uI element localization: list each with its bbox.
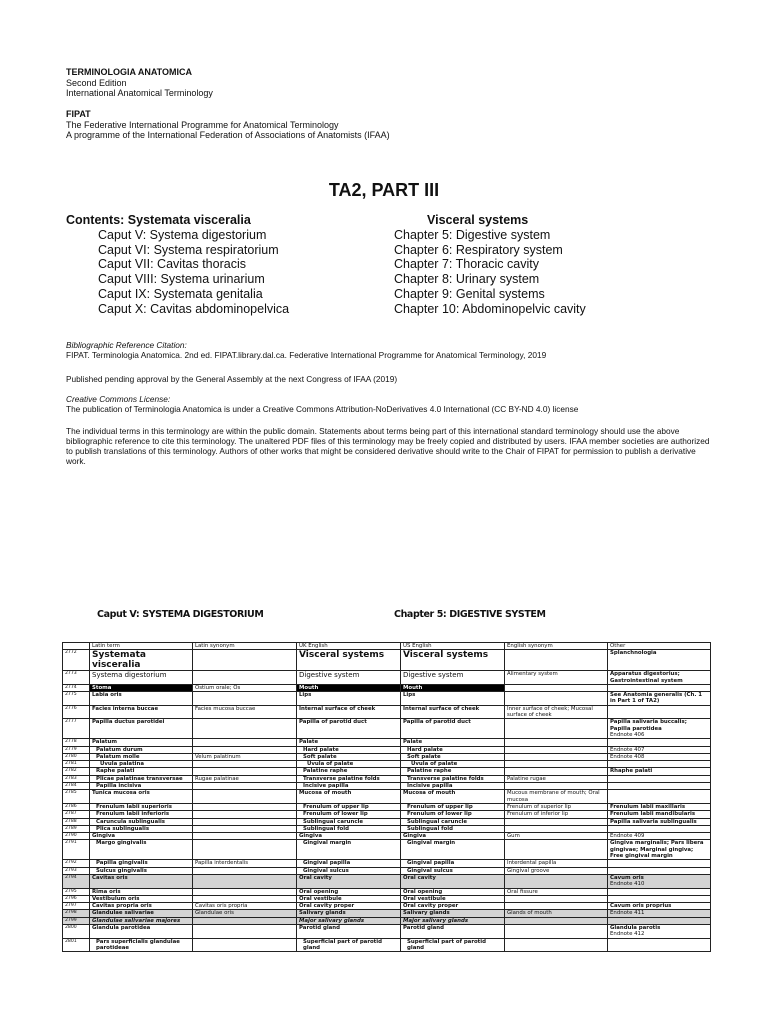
term-cell: Palatine rugae <box>505 775 608 782</box>
term-cell <box>608 719 711 739</box>
table-row <box>63 671 711 685</box>
table-row <box>63 739 711 746</box>
column-header: Other <box>608 643 711 650</box>
term-cell: Vestibulum oris <box>90 895 193 902</box>
endnote-link[interactable]: Endnote 412 <box>610 931 645 938</box>
term-cell: Glands of mouth <box>505 910 608 917</box>
term-cell: Lips <box>297 692 401 706</box>
term-cell <box>193 783 297 790</box>
term-id-cell: 2785 <box>63 790 90 804</box>
contents-latin-item: Caput VIII: Systema urinarium <box>98 272 265 287</box>
term-cell: Frenulum of inferior lip <box>505 811 608 818</box>
term-cell: Systema digestorium <box>90 671 193 685</box>
fipat-block <box>66 109 390 141</box>
term-id-cell: 2783 <box>63 775 90 782</box>
term-cell: Papilla of parotid duct <box>297 719 401 739</box>
term-cell: Palatum <box>90 739 193 746</box>
term-cell: Oral vestibule <box>297 895 401 902</box>
term-cell <box>505 895 608 902</box>
term-cell: Rhaphe palati <box>608 768 711 775</box>
term-cell <box>608 825 711 832</box>
term-cell: Salivary glands <box>297 910 401 917</box>
term-id-cell: 2774 <box>63 684 90 691</box>
contents-english-item: Chapter 7: Thoracic cavity <box>394 257 539 272</box>
term-cell: Oral vestibule <box>401 895 505 902</box>
term-cell: Facies interna buccae <box>90 705 193 719</box>
term-cell <box>505 783 608 790</box>
term-cell: Margo gingivalis <box>90 840 193 860</box>
term-cell <box>505 938 608 952</box>
term-cell: Visceral systems <box>297 650 401 671</box>
citation-label: Bibliographic Reference Citation: <box>66 340 187 350</box>
term-cell <box>608 790 711 804</box>
term-cell: Facies mucosa buccae <box>193 705 297 719</box>
term-id-cell: 2772 <box>63 650 90 671</box>
term-cell: Palatine raphe <box>401 768 505 775</box>
term-id-cell: 2791 <box>63 840 90 860</box>
term-cell: Internal surface of cheek <box>297 705 401 719</box>
term-cell: Frenulum of upper lip <box>401 803 505 810</box>
term-cell: Papilla incisiva <box>90 783 193 790</box>
term-cell: Incisive papilla <box>297 783 401 790</box>
term-cell: Gingiva <box>90 833 193 840</box>
table-row <box>63 818 711 825</box>
term-id-cell: 2788 <box>63 818 90 825</box>
citation-block <box>66 340 716 360</box>
term-cell: Raphe palati <box>90 768 193 775</box>
term-cell: Digestive system <box>297 671 401 685</box>
public-domain-paragraph: The individual terms in this terminology are within the public domain. Statements about terms being part of this international standard terminology should use the above bibliographic reference to cite this terminology. The unaltered PDF files of this terminology may be freely copied and distributed by users. IFAA member societies are authorized to publish translations of this terminology. Authors of other works that might be considered derivative should write to the Chair of FIPAT for permission to publish a derivative work. <box>66 426 710 466</box>
license-text: The publication of Terminologia Anatomica is under a Creative Commons Attribution-NoDerivatives 4.0 International (CC BY-ND 4.0) license <box>66 404 579 414</box>
term-cell: Soft palate <box>297 753 401 760</box>
contents-english-item: Chapter 6: Respiratory system <box>394 242 563 257</box>
term-id-cell: 2800 <box>63 924 90 938</box>
term-cell <box>505 692 608 706</box>
term-cell: Papilla gingivalis <box>90 860 193 867</box>
term-cell <box>608 938 711 952</box>
term-cell <box>505 924 608 938</box>
table-row <box>63 840 711 860</box>
term-id-cell: 2775 <box>63 692 90 706</box>
term-cell: Superficial part of parotid gland <box>401 938 505 952</box>
terminology-table <box>62 642 711 952</box>
term-id-cell: 2786 <box>63 803 90 810</box>
term-cell <box>193 761 297 768</box>
term-cell: Gingival papilla <box>297 860 401 867</box>
term-cell <box>608 917 711 924</box>
term-cell: Frenulum of lower lip <box>401 811 505 818</box>
term-cell: Velum palatinum <box>193 753 297 760</box>
term-cell: Mucosa of mouth <box>401 790 505 804</box>
term-cell <box>193 811 297 818</box>
term-cell: Mouth <box>401 684 505 691</box>
term-cell: Tunica mucosa oris <box>90 790 193 804</box>
term-cell: Interdental papilla <box>505 860 608 867</box>
term-cell: Papilla interdentalis <box>193 860 297 867</box>
term-cell: Inner surface of cheek; Mucosal surface of cheek <box>505 705 608 719</box>
term-cell: Sublingual caruncle <box>401 818 505 825</box>
term-cell: Hard palate <box>297 746 401 753</box>
fipat-line-1: The Federative International Programme for Anatomical Terminology <box>66 119 339 130</box>
term-cell: Labia oris <box>90 692 193 706</box>
term-id-cell: 2787 <box>63 811 90 818</box>
term-cell <box>193 818 297 825</box>
term-id-cell: 2776 <box>63 705 90 719</box>
term-cell <box>193 833 297 840</box>
term-cell <box>193 650 297 671</box>
term-cell <box>608 783 711 790</box>
term-cell: Parotid gland <box>297 924 401 938</box>
section-title-latin: Caput V: SYSTEMA DIGESTORIUM <box>97 609 264 620</box>
term-cell <box>505 768 608 775</box>
table-row <box>63 924 711 938</box>
term-cell: Alimentary system <box>505 671 608 685</box>
term-cell <box>193 692 297 706</box>
endnote-link[interactable]: Endnote 407 <box>610 746 645 753</box>
term-cell: Frenulum labii superioris <box>90 803 193 810</box>
term-cell: Plica sublingualis <box>90 825 193 832</box>
term-cell: Parotid gland <box>401 924 505 938</box>
document-subtitle: International Anatomical Terminology <box>66 88 213 98</box>
license-label: Creative Commons License: <box>66 394 171 404</box>
endnote-link[interactable]: Endnote 406 <box>610 731 645 738</box>
term-cell <box>505 719 608 739</box>
term-cell: Soft palate <box>401 753 505 760</box>
term-cell <box>608 888 711 895</box>
contents-latin-item: Caput IX: Systemata genitalia <box>98 286 263 301</box>
table-row <box>63 910 711 917</box>
term-cell: Lips <box>401 692 505 706</box>
document-edition: Second Edition <box>66 77 127 88</box>
term-cell: Mucosa of mouth <box>297 790 401 804</box>
term-id-cell: 2789 <box>63 825 90 832</box>
published-note: Published pending approval by the General Assembly at the next Congress of IFAA (2019) <box>66 374 398 384</box>
other-term: Papilla salivaria buccalis; Papilla parotidea <box>610 719 687 732</box>
term-cell: Mucous membrane of mouth; Oral mucosa <box>505 790 608 804</box>
fipat-title: FIPAT <box>66 109 91 119</box>
column-header: English synonym <box>505 643 608 650</box>
table-row <box>63 650 711 671</box>
term-id-cell: 2782 <box>63 768 90 775</box>
table-row <box>63 719 711 739</box>
term-cell: Oral cavity proper <box>297 903 401 910</box>
term-cell <box>608 753 711 760</box>
term-cell <box>608 775 711 782</box>
column-header: Latin term <box>90 643 193 650</box>
term-cell <box>608 867 711 874</box>
contents-latin-item: Caput VII: Cavitas thoracis <box>98 257 246 272</box>
term-cell: Major salivary glands <box>401 917 505 924</box>
table-row <box>63 684 711 691</box>
column-header: US English <box>401 643 505 650</box>
term-cell <box>608 739 711 746</box>
contents-latin <box>66 213 289 317</box>
term-cell <box>193 867 297 874</box>
term-cell: Frenulum labii inferioris <box>90 811 193 818</box>
term-cell <box>608 910 711 917</box>
term-id-cell: 2790 <box>63 833 90 840</box>
term-cell: Sublingual fold <box>297 825 401 832</box>
table-row <box>63 692 711 706</box>
term-cell <box>608 874 711 888</box>
term-id-cell: 2777 <box>63 719 90 739</box>
term-id-cell: 2793 <box>63 867 90 874</box>
contents-english <box>394 213 586 317</box>
other-term: Cavum oris <box>610 874 644 881</box>
term-id-cell: 2792 <box>63 860 90 867</box>
term-cell: Cavitas propria oris <box>90 903 193 910</box>
term-cell: Transverse palatine folds <box>401 775 505 782</box>
term-cell <box>608 684 711 691</box>
term-cell: Glandulae salivariae majores <box>90 917 193 924</box>
term-cell <box>193 917 297 924</box>
term-cell: Palate <box>401 739 505 746</box>
term-cell <box>193 803 297 810</box>
term-cell: Frenulum of upper lip <box>297 803 401 810</box>
term-cell <box>193 874 297 888</box>
term-cell <box>608 705 711 719</box>
term-cell: Plicae palatinae transversae <box>90 775 193 782</box>
term-id-cell: 2773 <box>63 671 90 685</box>
term-cell: Uvula of palate <box>297 761 401 768</box>
term-cell <box>505 903 608 910</box>
term-cell <box>505 739 608 746</box>
term-cell: Incisive papilla <box>401 783 505 790</box>
table-row <box>63 705 711 719</box>
term-cell: Frenulum labii maxillaris <box>608 803 711 810</box>
term-cell <box>193 895 297 902</box>
table-header-row <box>63 643 711 650</box>
term-cell <box>505 753 608 760</box>
term-cell <box>505 840 608 860</box>
section-title-english: Chapter 5: DIGESTIVE SYSTEM <box>394 609 546 620</box>
term-id-cell: 2797 <box>63 903 90 910</box>
term-cell: Palatine raphe <box>297 768 401 775</box>
term-cell <box>193 938 297 952</box>
term-cell <box>505 746 608 753</box>
term-cell <box>505 650 608 671</box>
table-row <box>63 874 711 888</box>
table-row <box>63 753 711 760</box>
term-id-cell: 2801 <box>63 938 90 952</box>
table-row <box>63 833 711 840</box>
term-cell: Superficial part of parotid gland <box>297 938 401 952</box>
term-cell <box>193 825 297 832</box>
term-cell: Gingival margin <box>297 840 401 860</box>
term-cell: Internal surface of cheek <box>401 705 505 719</box>
term-cell: Glandulae oris <box>193 910 297 917</box>
term-id-cell: 2795 <box>63 888 90 895</box>
term-cell: Rugae palatinae <box>193 775 297 782</box>
table-row <box>63 768 711 775</box>
term-cell: Gingiva marginalis; Pars libera gingivae; Marginal gingiva; Free gingival margin <box>608 840 711 860</box>
term-cell <box>608 761 711 768</box>
term-cell <box>608 895 711 902</box>
contents-latin-item: Caput VI: Systema respiratorium <box>98 242 279 257</box>
term-cell <box>193 840 297 860</box>
term-cell: Apparatus digestorius; Gastrointestinal system <box>608 671 711 685</box>
term-cell: Gingiva <box>401 833 505 840</box>
term-cell <box>505 818 608 825</box>
term-cell <box>193 768 297 775</box>
term-cell <box>608 860 711 867</box>
term-id-cell: 2778 <box>63 739 90 746</box>
term-cell: Pars superficialis glandulae parotideae <box>90 938 193 952</box>
term-cell: Gingiva <box>297 833 401 840</box>
term-cell <box>608 833 711 840</box>
column-header: UK English <box>297 643 401 650</box>
term-cell: Major salivary glands <box>297 917 401 924</box>
term-cell: Oral opening <box>401 888 505 895</box>
term-cell: Glandula parotidea <box>90 924 193 938</box>
table-row <box>63 825 711 832</box>
table-row <box>63 867 711 874</box>
endnote-link[interactable]: Endnote 408 <box>610 753 645 760</box>
table-row <box>63 783 711 790</box>
license-block <box>66 394 716 414</box>
term-cell: Palate <box>297 739 401 746</box>
table-row <box>63 761 711 768</box>
term-cell: Gingival papilla <box>401 860 505 867</box>
contents-english-item: Chapter 9: Genital systems <box>394 286 545 301</box>
term-id-cell: 2781 <box>63 761 90 768</box>
term-id-cell: 2796 <box>63 895 90 902</box>
contents-latin-item: Caput X: Cavitas abdominopelvica <box>98 301 290 316</box>
term-cell <box>608 746 711 753</box>
endnote-link[interactable]: Endnote 410 <box>610 881 645 888</box>
term-cell: Cavum oris proprius <box>608 903 711 910</box>
term-cell: Gum <box>505 833 608 840</box>
term-id-cell: 2779 <box>63 746 90 753</box>
term-cell: Ostium orale; Os <box>193 684 297 691</box>
term-cell <box>193 924 297 938</box>
term-cell: Visceral systems <box>401 650 505 671</box>
term-cell: Stoma <box>90 684 193 691</box>
main-title: TA2, PART III <box>328 180 440 200</box>
term-cell: Papilla of parotid duct <box>401 719 505 739</box>
table-row <box>63 803 711 810</box>
term-cell: Salivary glands <box>401 910 505 917</box>
table-row <box>63 888 711 895</box>
endnote-link[interactable]: Endnote 411 <box>610 910 645 917</box>
contents-english-heading: Visceral systems <box>427 213 529 227</box>
term-cell: Papilla salivaria sublingualis <box>608 818 711 825</box>
term-id-cell: 2780 <box>63 753 90 760</box>
term-cell: Cavitas oris propria <box>193 903 297 910</box>
term-cell: Frenulum of lower lip <box>297 811 401 818</box>
term-cell: Splanchnologia <box>608 650 711 671</box>
term-cell: Oral fissure <box>505 888 608 895</box>
term-cell <box>505 761 608 768</box>
document-title: TERMINOLOGIA ANATOMICA <box>66 67 192 77</box>
term-cell <box>608 924 711 938</box>
term-cell: Sulcus gingivalis <box>90 867 193 874</box>
term-cell: Gingival margin <box>401 840 505 860</box>
table-row <box>63 790 711 804</box>
term-cell: Rima oris <box>90 888 193 895</box>
term-cell: Oral cavity <box>401 874 505 888</box>
table-row <box>63 860 711 867</box>
term-cell: Gingival sulcus <box>401 867 505 874</box>
term-cell: Sublingual fold <box>401 825 505 832</box>
term-cell: Uvula of palate <box>401 761 505 768</box>
table-row <box>63 895 711 902</box>
term-cell: Papilla ductus parotidei <box>90 719 193 739</box>
term-cell: Palatum molle <box>90 753 193 760</box>
term-id-cell: 2794 <box>63 874 90 888</box>
contents-english-item: Chapter 10: Abdominopelvic cavity <box>394 301 586 316</box>
term-id-cell: 2798 <box>63 910 90 917</box>
term-cell: Frenulum labii mandibularis <box>608 811 711 818</box>
table-row <box>63 811 711 818</box>
table-row <box>63 903 711 910</box>
contents-latin-item: Caput V: Systema digestorium <box>98 227 267 242</box>
contents-english-item: Chapter 8: Urinary system <box>394 272 540 287</box>
term-cell <box>193 719 297 739</box>
term-cell: Sublingual caruncle <box>297 818 401 825</box>
citation-text: FIPAT. Terminologia Anatomica. 2nd ed. FIPAT.library.dal.ca. Federative International Programme for Anatomical Terminology, 2019 <box>66 350 547 360</box>
other-term: Glandula parotis <box>610 924 661 931</box>
term-cell: Frenulum of superior lip <box>505 803 608 810</box>
term-cell: Uvula palatina <box>90 761 193 768</box>
document-header <box>66 67 213 99</box>
term-cell: Gingival groove <box>505 867 608 874</box>
term-cell <box>193 746 297 753</box>
term-cell: Oral cavity <box>297 874 401 888</box>
fipat-line-2: A programme of the International Federation of Associations of Anatomists (IFAA) <box>66 130 390 140</box>
term-cell <box>505 825 608 832</box>
term-cell: Gingival sulcus <box>297 867 401 874</box>
term-cell <box>505 917 608 924</box>
table-row <box>63 746 711 753</box>
term-cell: Oral cavity proper <box>401 903 505 910</box>
table-row <box>63 775 711 782</box>
term-id-cell: 2784 <box>63 783 90 790</box>
term-cell <box>193 790 297 804</box>
term-cell: Cavitas oris <box>90 874 193 888</box>
term-cell: Digestive system <box>401 671 505 685</box>
column-header <box>63 643 90 650</box>
term-cell: Transverse palatine folds <box>297 775 401 782</box>
term-cell: Mouth <box>297 684 401 691</box>
column-header: Latin synonym <box>193 643 297 650</box>
term-cell: See Anatomia generalis (Ch. 1 in Part 1 of TA2) <box>608 692 711 706</box>
term-cell: Glandulae salivariae <box>90 910 193 917</box>
table-row <box>63 917 711 924</box>
table-row <box>63 938 711 952</box>
term-id-cell: 2799 <box>63 917 90 924</box>
term-cell <box>193 888 297 895</box>
term-cell <box>505 874 608 888</box>
term-cell <box>505 684 608 691</box>
term-cell: Caruncula sublingualis <box>90 818 193 825</box>
contents-latin-heading: Contents: Systemata visceralia <box>66 213 251 227</box>
term-cell: Palatum durum <box>90 746 193 753</box>
term-cell: Hard palate <box>401 746 505 753</box>
term-cell: Systemata visceralia <box>90 650 193 671</box>
term-cell <box>193 739 297 746</box>
term-cell: Oral opening <box>297 888 401 895</box>
endnote-link[interactable]: Endnote 409 <box>610 833 645 840</box>
term-cell <box>193 671 297 685</box>
contents-english-item: Chapter 5: Digestive system <box>394 227 551 242</box>
